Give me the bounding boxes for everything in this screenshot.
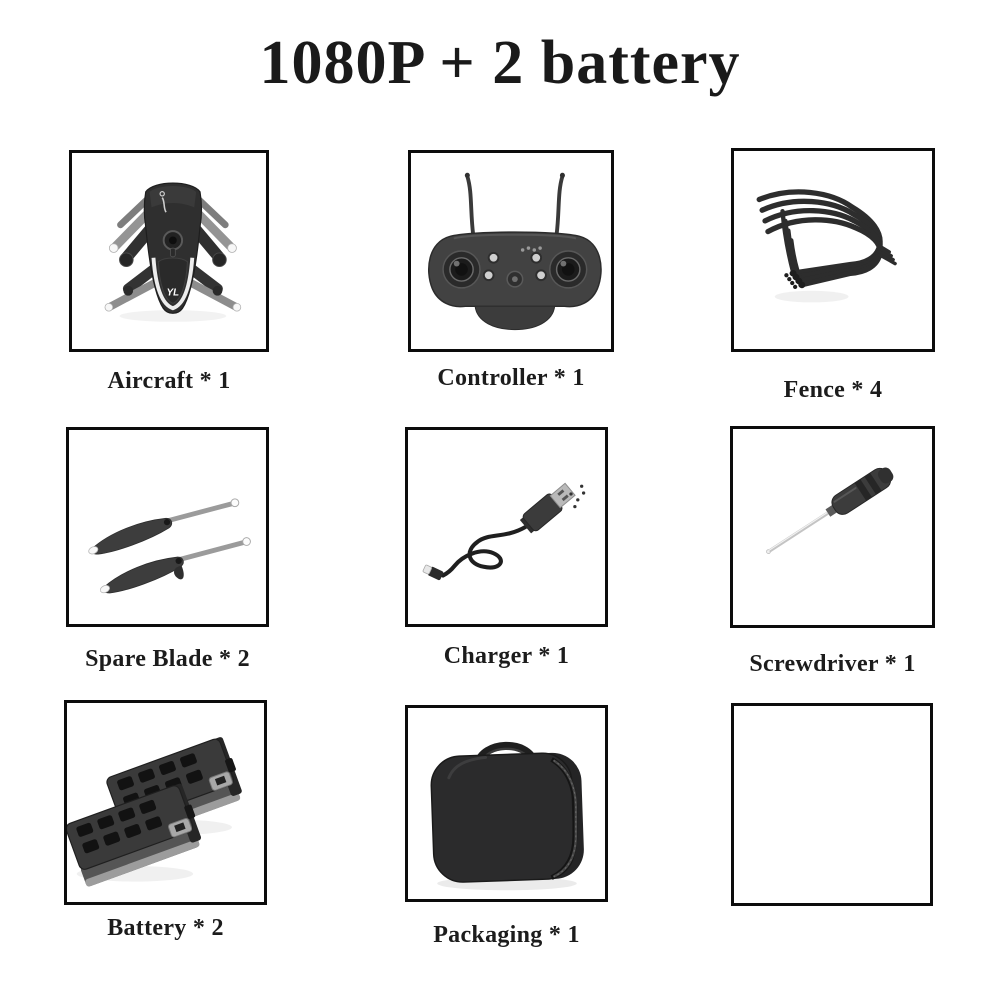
controller-image (411, 153, 611, 349)
packaging-image (408, 708, 605, 899)
screwdriver-image (733, 429, 932, 625)
item-label-battery: Battery * 2 (107, 915, 224, 941)
drone-logo-text: YL (166, 287, 180, 299)
item-box-aircraft (69, 150, 269, 352)
item-label-screwdriver: Screwdriver * 1 (749, 651, 916, 677)
spare-blade-image (69, 430, 266, 624)
item-box-screwdriver (730, 426, 935, 628)
item-label-charger: Charger * 1 (443, 643, 570, 669)
item-box-spare-blade (66, 427, 269, 627)
fence-image (734, 151, 932, 349)
page-title: 1080P + 2 battery (259, 29, 741, 97)
item-label-packaging: Packaging * 1 (433, 922, 580, 948)
item-label-controller: Controller * 1 (437, 365, 585, 391)
item-box-fence (731, 148, 935, 352)
item-box-charger (405, 427, 608, 627)
aircraft-image (72, 153, 266, 349)
item-box-packaging (405, 705, 608, 902)
charger-image (408, 430, 605, 624)
item-label-spare-blade: Spare Blade * 2 (85, 646, 250, 672)
item-box-empty (731, 703, 933, 906)
item-box-controller (408, 150, 614, 352)
item-label-aircraft: Aircraft * 1 (107, 368, 231, 394)
battery-image (67, 703, 264, 902)
item-box-battery (64, 700, 267, 905)
item-label-fence: Fence * 4 (783, 377, 883, 403)
